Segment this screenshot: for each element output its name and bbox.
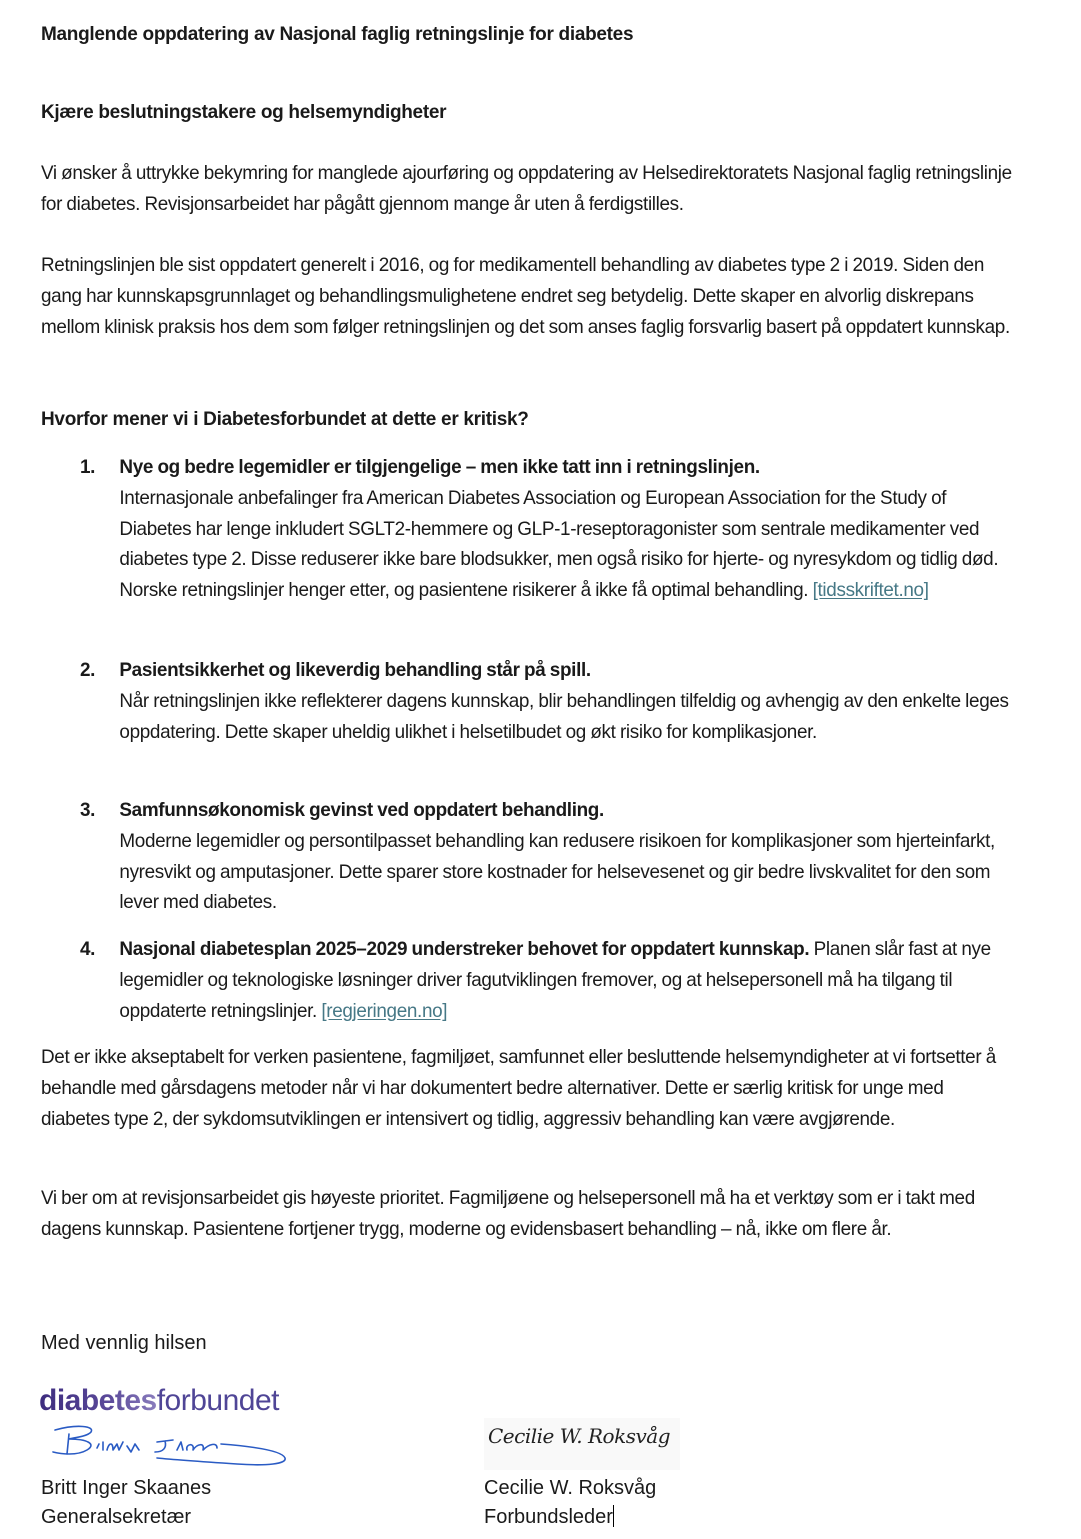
document-title: Manglende oppdatering av Nasjonal faglig retningslinje for diabetes — [41, 24, 634, 45]
background-paragraph: Retningslinjen ble sist oppdatert generelt i 2016, og for medikamentell behandling av diabetes type 2 i 2019. Siden den gang har kunnskapsgrunnlaget og behandlingsmulighetene endret seg betydelig. Dette skaper en alvorlig diskrepans mellom klinisk praksis hos dem som følger retningslinjen og det som anses faglig forsvarlig basert på oppdatert kunnskap. — [41, 255, 1010, 338]
list-number: 4. — [80, 939, 96, 960]
signatory-block-left — [41, 1474, 211, 1532]
list-heading: Nye og bedre legemidler er tilgjengelige – men ikke tatt inn i retningslinjen. — [119, 457, 760, 478]
signature-cecilie-roksvag: Cecilie W. Roksvåg — [488, 1424, 671, 1448]
list-heading: Pasientsikkerhet og likeverdig behandling står på spill. — [119, 660, 591, 681]
list-body: Når retningslinjen ikke reflekterer dagens kunnskap, blir behandlingen tilfeldig og avhengig av den enkelte leges oppdatering. Dette skaper uheldig ulikhet i helsetilbudet og økt risiko for komplikasjoner. — [119, 690, 1009, 743]
list-content — [119, 656, 1015, 748]
list-body: Moderne legemidler og persontilpasset behandling kan redusere risikoen for komplikasjoner som hjerteinfarkt, nyresvikt og amputasjoner. Dette sparer store kostnader for helsevesenet og gir bedre livskvalitet for den som lever med diabetes. — [119, 830, 995, 914]
signature-britt-inger-skaanes — [47, 1420, 297, 1470]
signature-cecilie-roksvag-image — [484, 1418, 680, 1470]
list-body: Internasjonale anbefalinger fra American Diabetes Association og European Association for the Study of Diabetes har lenge inkludert SGLT2-hemmere og GLP-1-reseptoragonister som sentrale medikamenter ved diabetes type 2. Disse reduserer ikke bare blodsukker, men også risiko for hjerte- og nyresykdom og tidlig død. Norske retningslinjer henger etter, og pasientene risikerer å ikke få optimal behandling. — [119, 487, 999, 602]
logo-bold-text: diabetes — [39, 1384, 157, 1417]
signatory-name: Cecilie W. Roksvåg — [484, 1477, 657, 1499]
signatory-block-right — [484, 1474, 656, 1532]
list-heading: Nasjonal diabetesplan 2025–2029 understreker behovet for oppdatert kunnskap. — [119, 939, 810, 960]
section-heading: Hvorfor mener vi i Diabetesforbundet at dette er kritisk? — [41, 409, 529, 430]
intro-paragraph: Vi ønsker å uttrykke bekymring for manglede ajourføring og oppdatering av Helsedirektoratets Nasjonal faglig retningslinje for diabetes. Revisjonsarbeidet har pågått gjennom mange år uten å ferdigstilles. — [41, 163, 1012, 215]
tidsskriftet-link[interactable]: [tidsskriftet.no] — [812, 580, 929, 602]
signatory-name: Britt Inger Skaanes — [41, 1477, 212, 1499]
request-paragraph: Vi ber om at revisjonsarbeidet gis høyeste prioritet. Fagmiljøene og helsepersonell må ha et verktøy som er i takt med dagens kunnskap. Pasientene fortjener trygg, moderne og evidensbasert behandling – nå, ikke om flere år. — [41, 1188, 975, 1240]
regjeringen-link[interactable]: [regjeringen.no] — [321, 1000, 448, 1022]
list-body: Planen slår fast at nye legemidler og teknologiske løsninger driver fagutviklingen fremover, og at helsepersonell må ha tilgang til oppdaterte retningslinjer. — [119, 939, 991, 1022]
signatory-role: Forbundsleder — [484, 1506, 613, 1528]
signatory-role: Generalsekretær — [41, 1506, 192, 1528]
signatory-role-line[interactable] — [484, 1503, 656, 1532]
list-heading: Samfunnsøkonomisk gevinst ved oppdatert behandling. — [119, 800, 604, 821]
list-content — [119, 796, 1015, 919]
list-number: 1. — [80, 457, 96, 478]
closing-phrase: Med vennlig hilsen — [41, 1332, 207, 1354]
list-number: 2. — [80, 660, 96, 681]
logo-light-text: forbundet — [156, 1384, 279, 1417]
list-number: 3. — [80, 800, 96, 821]
salutation: Kjære beslutningstakere og helsemyndigheter — [41, 102, 447, 123]
text-cursor — [613, 1505, 614, 1527]
list-content — [119, 453, 1015, 607]
list-content — [119, 935, 1015, 1027]
acceptability-paragraph: Det er ikke akseptabelt for verken pasientene, fagmiljøet, samfunnet eller besluttende helsemyndigheter at vi fortsetter å behandle med gårsdagens metoder når vi har dokumentert bedre alternativer. Dette er særlig kritisk for unge med diabetes type 2, der sykdomsutviklingen er intensivert og tidlig, aggressiv behandling kan være avgjørende. — [41, 1047, 996, 1130]
diabetesforbundet-logo — [39, 1383, 279, 1419]
